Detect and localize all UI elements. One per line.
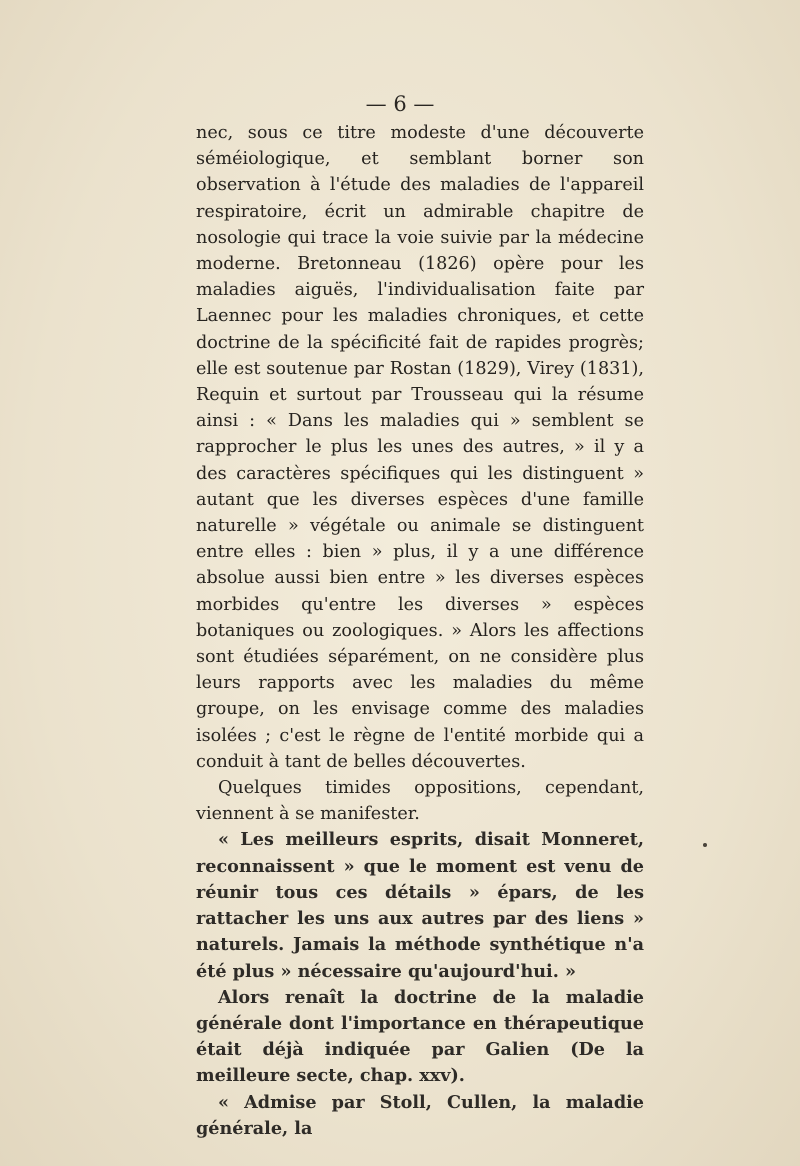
page-number: — 6 —	[365, 92, 435, 116]
body-text	[196, 120, 644, 1142]
paragraph-3-quote: « Les meilleurs esprits, disait Monneret, reconnaissent » que le moment est venu de réunir tous ces détails » épars, de les rattacher les uns aux autres par des liens » naturels. Jamais la méthode synthétique n'a été plus » nécessaire qu'aujourd'hui. »	[196, 829, 644, 982]
paragraph-1: nec, sous ce titre modeste d'une découverte séméiologique, et semblant borner son observation à l'étude des maladies de l'appareil respiratoire, écrit un admirable chapitre de nosologie qui trace la voie suivie par la médecine moderne. Bretonneau (1826) opère pour les maladies aiguës, l'individualisation faite par Laennec pour les maladies chroniques, et cette doctrine de la spécificité fait de rapides progrès; elle est soutenue par Rostan (1829), Virey (1831), Requin et surtout par Trousseau qui la résume ainsi : « Dans les maladies qui » semblent se rapprocher le plus les unes des autres, » il y a des caractères spécifiques qui les distinguent » autant que les diverses espèces d'une famille naturelle » végétale ou animale se distinguent entre elles : bien » plus, il y a une différence absolue aussi bien entre » les diverses espèces morbides qu'entre les diverses » espèces botaniques ou zoologiques. » Alors les affections sont étudiées séparément, on ne considère plus leurs rapports avec les maladies du même groupe, on les envisage comme des maladies isolées ; c'est le règne de l'entité morbide qui a conduit à tant de belles découvertes.	[196, 123, 644, 772]
paragraph-5: « Admise par Stoll, Cullen, la maladie générale, la	[196, 1091, 644, 1139]
paragraph-4: Alors renaît la doctrine de la maladie générale dont l'importance en thérapeutique était déjà indiquée par Galien (De la meilleure secte, chap. xxv).	[196, 986, 644, 1087]
paragraph-2: Quelques timides oppositions, cependant, viennent à se manifester.	[196, 778, 644, 825]
ink-spot	[703, 843, 707, 847]
